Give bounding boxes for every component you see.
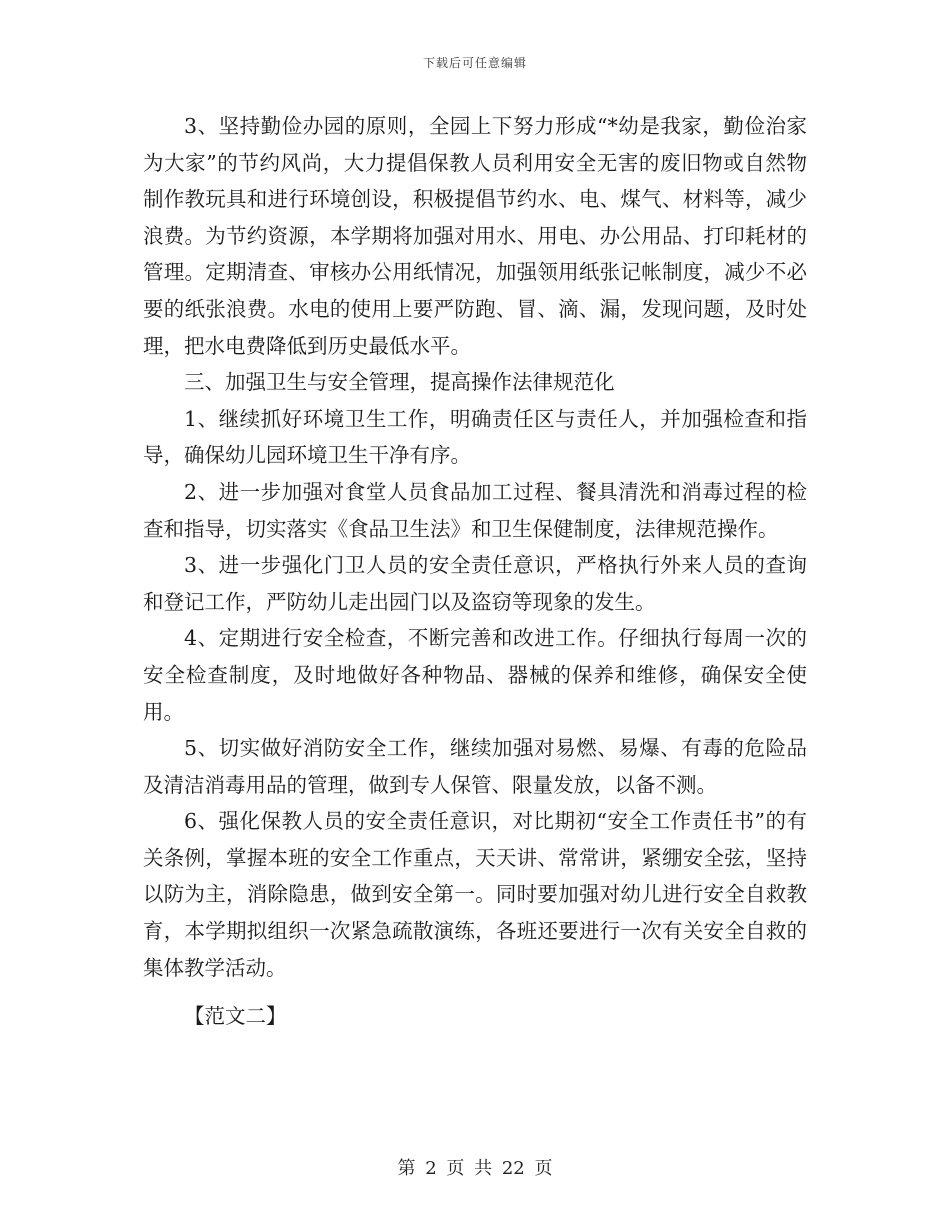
paragraph-frugality: 3、坚持勤俭办园的原则，全园上下努力形成“*幼是我家，勤俭治家为大家”的节约风尚，大力提倡保教人员利用安全无害的废旧物或自然物制作教玩具和进行环境创设，积极提倡节约水、电、煤气、材料等，减少浪费。为节约资源，本学期将加强对用水、用电、办公用品、打印耗材的管理。定期清查、审核办公用纸情况，加强领用纸张记帐制度，减少不必要的纸张浪费。水电的使用上要严防跑、冒、滴、漏，发现问题，及时处理，把水电费降低到历史最低水平。	[143, 114, 807, 358]
page-footer: 第 2 页 共 22 页	[397, 1158, 553, 1179]
paragraph-item-1: 1、继续抓好环境卫生工作，明确责任区与责任人，并加强检查和指导，确保幼儿园环境卫生干净有序。	[143, 406, 807, 468]
section-heading-safety: 三、加强卫生与安全管理，提高操作法律规范化	[184, 370, 615, 395]
page-header: 下载后可任意编辑	[422, 56, 527, 70]
document-body	[143, 108, 807, 1035]
paragraph-item-6: 6、强化保教人员的安全责任意识，对比期初“安全工作责任书”的有关条例，掌握本班的安全工作重点，天天讲、常常讲，紧绷安全弦，坚持以防为主，消除隐患，做到安全第一。同时要加强对幼儿进行安全自救教育，本学期拟组织一次紧急疏散演练，各班还要进行一次有关安全自救的集体教学活动。	[143, 809, 807, 980]
sample-title: 【范文二】	[184, 1004, 287, 1029]
paragraph-item-2: 2、进一步加强对食堂人员食品加工过程、餐具清洗和消毒过程的检查和指导，切实落实《食品卫生法》和卫生保健制度，法律规范操作。	[143, 479, 807, 541]
paragraph-item-4: 4、定期进行安全检查，不断完善和改进工作。仔细执行每周一次的安全检查制度，及时地做好各种物品、器械的保养和维修，确保安全使用。	[143, 626, 807, 724]
paragraph-item-5: 5、切实做好消防安全工作，继续加强对易燃、易爆、有毒的危险品及清洁消毒用品的管理，做到专人保管、限量发放，以备不测。	[143, 736, 807, 797]
paragraph-item-3: 3、进一步强化门卫人员的安全责任意识，严格执行外来人员的查询和登记工作，严防幼儿走出园门以及盗窃等现象的发生。	[143, 553, 807, 614]
